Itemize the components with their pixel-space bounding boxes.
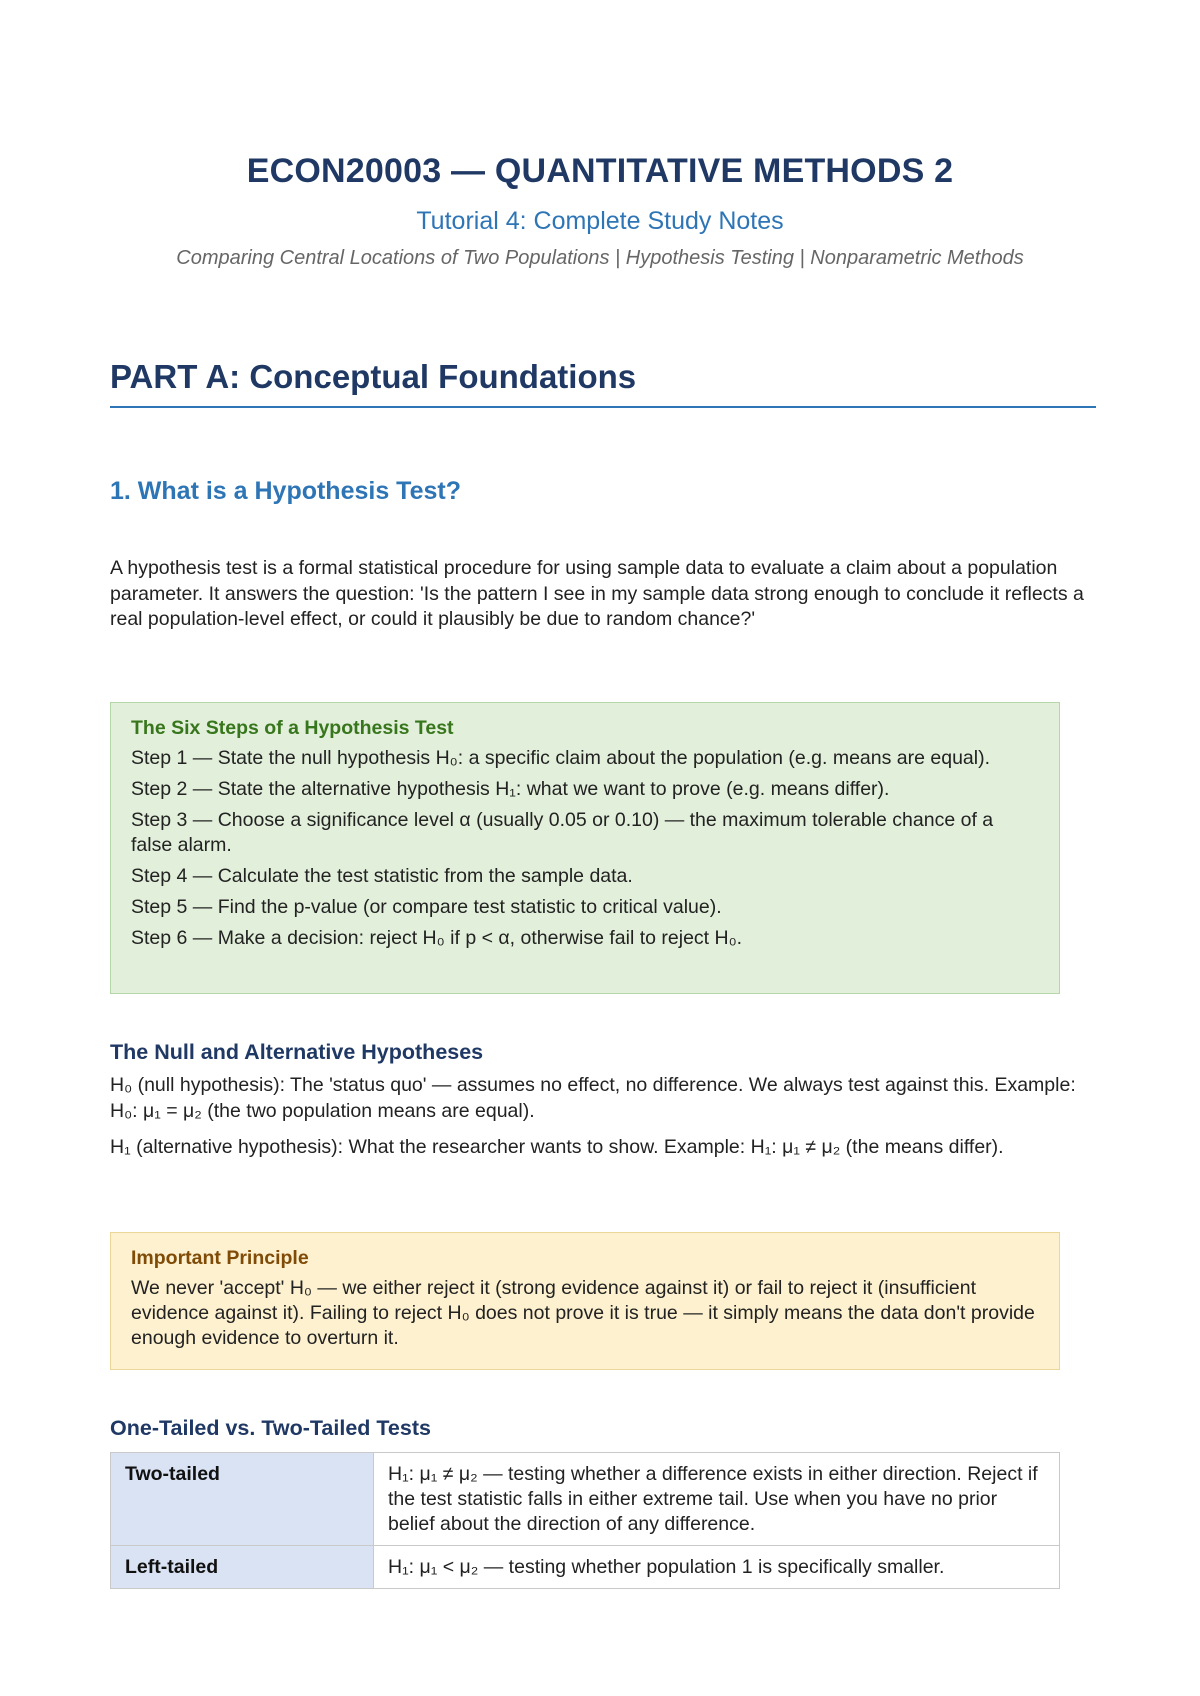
step-2: Step 2 — State the alternative hypothesis H₁: what we want to prove (e.g. means differ). (131, 778, 890, 800)
table-cell-description: H₁: μ₁ < μ₂ — testing whether population 1 is specifically smaller. (374, 1546, 1060, 1589)
step-4: Step 4 — Calculate the test statistic from the sample data. (131, 865, 633, 887)
table-row (111, 1453, 1060, 1546)
principle-title: Important Principle (131, 1247, 309, 1269)
six-steps-callout (110, 702, 1060, 994)
document-tagline: Comparing Central Locations of Two Populations | Hypothesis Testing | Nonparametric Methods (176, 247, 1024, 269)
table-cell-type: Left-tailed (111, 1546, 374, 1589)
h1-definition: H₁ (alternative hypothesis): What the researcher wants to show. Example: H₁: μ₁ ≠ μ₂ (the means differ). (110, 1136, 1004, 1158)
part-a-heading: PART A: Conceptual Foundations (110, 358, 1096, 408)
principle-body: We never 'accept' H₀ — we either reject it (strong evidence against it) or fail to reject it (insufficient evidence against it). Failing to reject H₀ does not prove it is true — it simply means the data don't provide enough evidence to overturn it. (131, 1277, 1035, 1349)
tail-types-table (110, 1452, 1060, 1589)
table-cell-type: Two-tailed (111, 1453, 374, 1546)
tails-heading: One-Tailed vs. Two-Tailed Tests (110, 1416, 431, 1440)
section-1-heading: 1. What is a Hypothesis Test? (110, 477, 462, 505)
h0-definition: H₀ (null hypothesis): The 'status quo' — assumes no effect, no difference. We always test against this. Example: H₀: μ₁ = μ₂ (the two population means are equal). (110, 1074, 1076, 1122)
null-alt-heading: The Null and Alternative Hypotheses (110, 1040, 484, 1064)
section-1-intro: A hypothesis test is a formal statistical procedure for using sample data to evaluate a claim about a population parameter. It answers the question: 'Is the pattern I see in my sample data strong enough to conclude it reflects a real population-level effect, or could it plausibly be due to random chance?' (110, 557, 1084, 630)
six-steps-title: The Six Steps of a Hypothesis Test (131, 717, 454, 739)
step-1: Step 1 — State the null hypothesis H₀: a specific claim about the population (e.g. means are equal). (131, 747, 990, 769)
important-principle-callout (110, 1232, 1060, 1370)
table-row (111, 1546, 1060, 1589)
document-title: ECON20003 — QUANTITATIVE METHODS 2 (246, 152, 954, 190)
step-3: Step 3 — Choose a significance level α (usually 0.05 or 0.10) — the maximum tolerable chance of a false alarm. (131, 809, 994, 856)
document-subtitle: Tutorial 4: Complete Study Notes (416, 207, 784, 235)
step-5: Step 5 — Find the p-value (or compare test statistic to critical value). (131, 896, 722, 918)
table-cell-description: H₁: μ₁ ≠ μ₂ — testing whether a difference exists in either direction. Reject if the test statistic falls in either extreme tail. Use when you have no prior belief about the direction of any difference. (374, 1453, 1060, 1546)
step-6: Step 6 — Make a decision: reject H₀ if p < α, otherwise fail to reject H₀. (131, 927, 743, 949)
